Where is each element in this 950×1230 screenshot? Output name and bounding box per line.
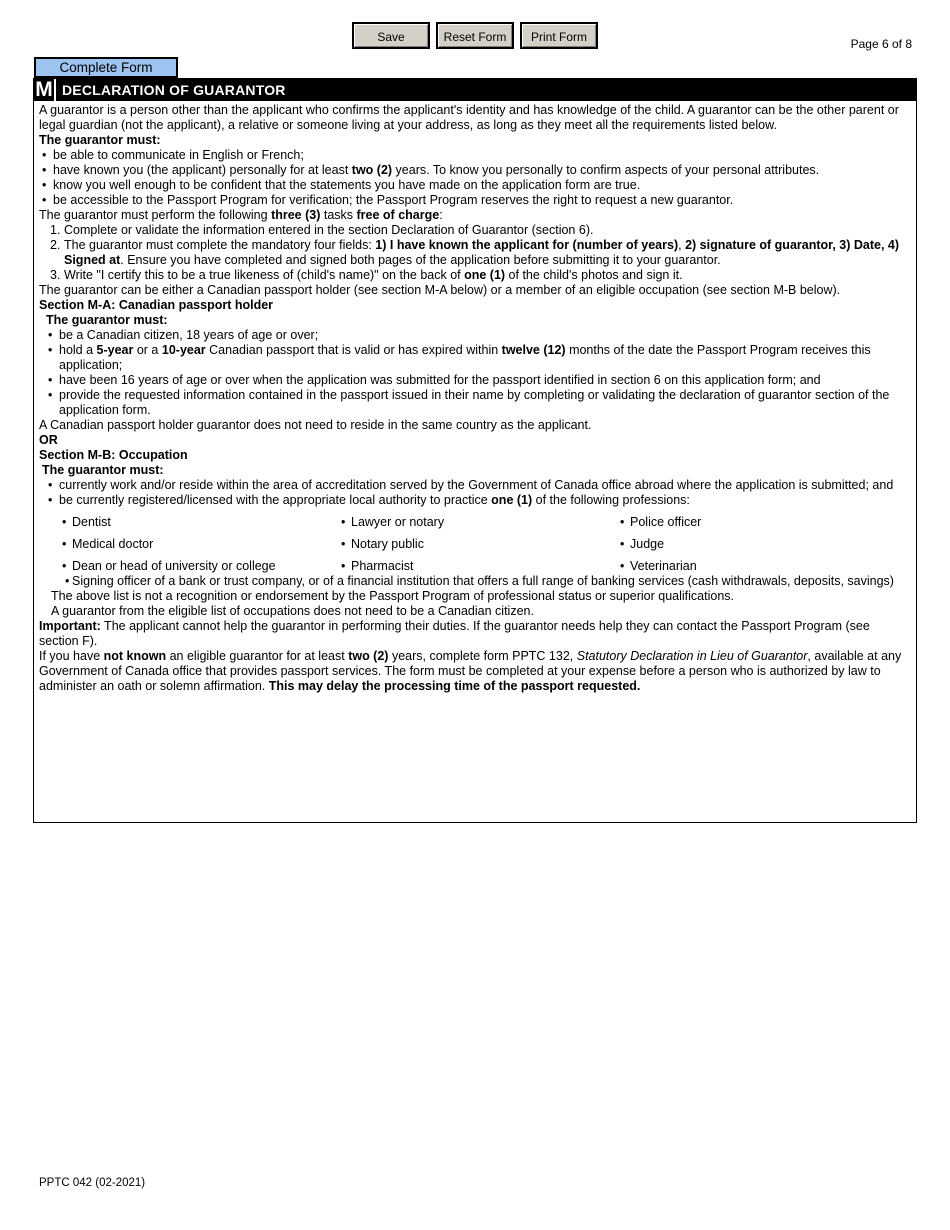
or-label: OR <box>39 433 58 447</box>
not-known-paragraph: If you have not known an eligible guarantor for at least two (2) years, complete form PPTC 132, Statutory Declaration in Lieu of Guarantor, available at any Government of Canada office that provides passport services. The form must be completed at your expense before a person who is authorized by law to administer an oath or solemn affirmation. This may delay the processing time of the passport requested. <box>39 649 902 693</box>
profession-item: • Dentist <box>62 515 341 530</box>
ma-must-heading: The guarantor must: <box>46 313 168 327</box>
reset-form-button[interactable]: Reset Form <box>436 22 514 49</box>
profession-item: • Judge <box>620 537 899 552</box>
requirement-item: • be able to communicate in English or French; <box>39 148 911 163</box>
mb-must-heading: The guarantor must: <box>42 463 164 477</box>
section-ma-heading: Section M-A: Canadian passport holder <box>39 298 274 312</box>
ma-requirement-item: • provide the requested information contained in the passport issued in their name by completing or validating the declaration of guarantor section of the application form. <box>45 388 911 418</box>
mb-note-2: A guarantor from the eligible list of occupations does not need to be a Canadian citizen. <box>51 604 534 618</box>
ma-requirement-item: • have been 16 years of age or over when the application was submitted for the passport identified in section 6 on this application form; and <box>45 373 911 388</box>
section-letter: M <box>34 79 56 101</box>
task-item: 2. The guarantor must complete the mandatory four fields: 1) I have known the applicant for (number of years), 2) signature of guarantor, 3) Date, 4) Signed at. Ensure you have completed and signed both pages of the application before submitting it to your guarantor. <box>50 238 900 267</box>
ma-note: A Canadian passport holder guarantor does not need to reside in the same country as the applicant. <box>39 418 592 432</box>
profession-item: • Medical doctor <box>62 537 341 552</box>
form-code-footer: PPTC 042 (02-2021) <box>39 1177 146 1189</box>
requirement-item: • be accessible to the Passport Program for verification; the Passport Program reserves the right to request a new guarantor. <box>39 193 911 208</box>
either-paragraph: The guarantor can be either a Canadian passport holder (see section M-A below) or a member of an eligible occupation (see section M-B below). <box>39 283 841 297</box>
task-item: 1. Complete or validate the information entered in the section Declaration of Guarantor (section 6). <box>50 223 594 237</box>
ma-requirement-item: • be a Canadian citizen, 18 years of age or over; <box>45 328 911 343</box>
section-header <box>34 79 916 101</box>
profession-item: • Pharmacist <box>341 559 620 574</box>
mb-requirement-item: • currently work and/or reside within the area of accreditation served by the Government of Canada office abroad where the application is submitted; and <box>45 478 911 493</box>
guarantor-must-heading: The guarantor must: <box>39 133 161 147</box>
requirement-item: • have known you (the applicant) personally for at least two (2) years. To know you personally to confirm aspects of your personal attributes. <box>39 163 911 178</box>
profession-item: • Dean or head of university or college <box>62 559 341 574</box>
section-mb-heading: Section M-B: Occupation <box>39 448 188 462</box>
page-number: Page 6 of 8 <box>850 37 912 51</box>
mb-requirement-item: • be currently registered/licensed with the appropriate local authority to practice one (1) of the following professions: <box>45 493 911 508</box>
important-note: Important: The applicant cannot help the guarantor in performing their duties. If the guarantor needs help they can contact the Passport Program (see section F). <box>39 619 870 648</box>
intro-paragraph: A guarantor is a person other than the applicant who confirms the applicant's identity and has knowledge of the child. A guarantor can be the other parent or legal guardian (not the applicant), a relative or someone living at your address, as long as they meet all the requirements listed below. <box>39 103 899 132</box>
save-button[interactable]: Save <box>352 22 430 49</box>
ma-requirement-item: • hold a 5-year or a 10-year Canadian passport that is valid or has expired within twelve (12) months of the date the Passport Program receives this application; <box>45 343 911 373</box>
requirement-item: • know you well enough to be confident that the statements you have made on the application form are true. <box>39 178 911 193</box>
professions-list <box>62 515 911 574</box>
task-item: 3. Write "I certify this to be a true likeness of (child's name)" on the back of one (1) of the child's photos and sign it. <box>50 268 683 282</box>
profession-item: • Police officer <box>620 515 899 530</box>
section-title: DECLARATION OF GUARANTOR <box>62 82 286 98</box>
tasks-intro: The guarantor must perform the following three (3) tasks free of charge: <box>39 208 443 222</box>
print-form-button[interactable]: Print Form <box>520 22 598 49</box>
declaration-of-guarantor-section <box>33 78 917 823</box>
signing-officer-item: • Signing officer of a bank or trust company, or of a financial institution that offers a full range of banking services (cash withdrawals, deposits, savings) <box>62 574 911 589</box>
profession-item: • Lawyer or notary <box>341 515 620 530</box>
complete-form-tab[interactable]: Complete Form <box>34 57 178 78</box>
mb-note-1: The above list is not a recognition or endorsement by the Passport Program of professional status or superior qualifications. <box>51 589 734 603</box>
profession-item: • Veterinarian <box>620 559 899 574</box>
profession-item: • Notary public <box>341 537 620 552</box>
